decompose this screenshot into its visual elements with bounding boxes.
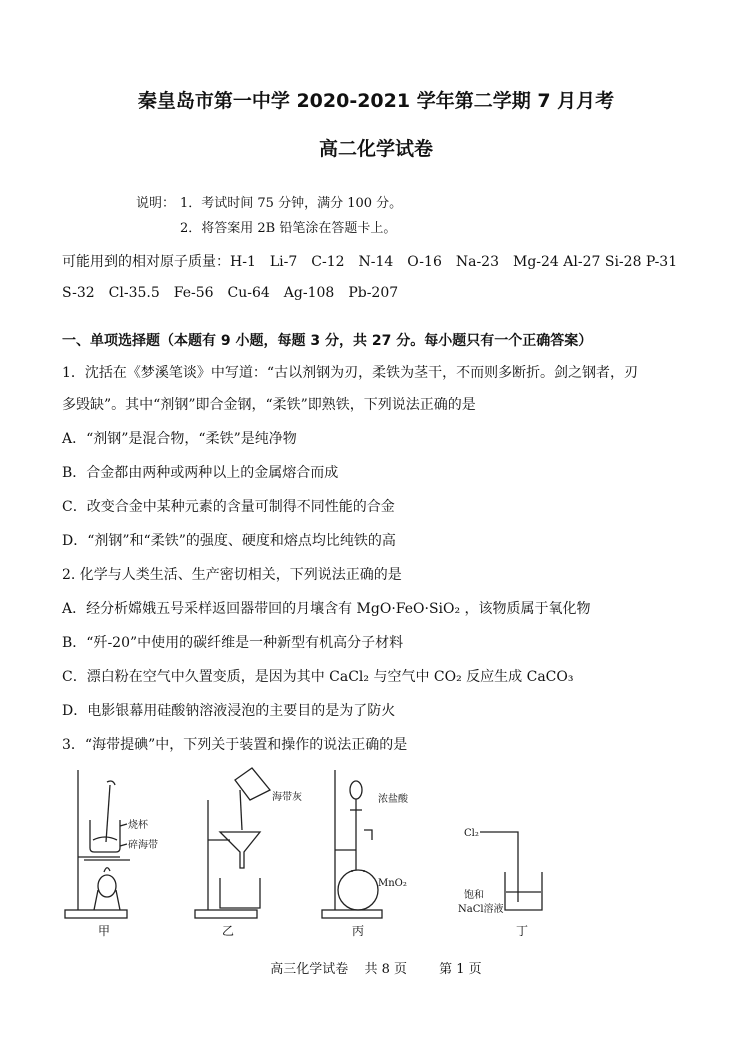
q2-option-b: B．“歼-20”中使用的碳纤维是一种新型有机高分子材料 xyxy=(62,635,404,651)
caption-yi: 乙 xyxy=(222,924,235,938)
atomic-masses-line1: 可能用到的相对原子质量：H-1 Li-7 C-12 N-14 O-16 Na-23 Mg-24 Al-27 Si-28 P-31 xyxy=(62,254,678,270)
q1-option-d: D．“剂钢”和“柔铁”的强度、硬度和熔点均比纯铁的高 xyxy=(62,533,396,549)
caption-bing: 丙 xyxy=(352,924,365,938)
q2-stem: 2. 化学与人类生活、生产密切相关，下列说法正确的是 xyxy=(62,567,402,583)
label-beaker: 烧杯 xyxy=(128,820,148,831)
footer-exam: 高三化学试卷 xyxy=(270,962,349,977)
label-ash: 海带灰 xyxy=(272,792,302,803)
footer-page: 第 1 页 xyxy=(439,962,482,977)
q1-stem-line2: 多毁缺”。其中“剂钢”即合金钢，“柔铁”即熟铁，下列说法正确的是 xyxy=(62,397,476,413)
q1-option-a: A．“剂钢”是混合物，“柔铁”是纯净物 xyxy=(62,431,297,447)
q1-option-b: B．合金都由两种或两种以上的金属熔合而成 xyxy=(62,465,339,481)
notes-label: 说明： xyxy=(136,196,176,211)
footer-total: 共 8 页 xyxy=(364,962,407,977)
q2-option-a: A．经分析嫦娥五号采样返回器带回的月壤含有 MgO·FeO·SiO₂ ，该物质属于氧化物 xyxy=(62,601,591,617)
atomic-masses-line2: S-32 Cl-35.5 Fe-56 Cu-64 Ag-108 Pb-207 xyxy=(62,285,399,301)
q3-stem: 3．“海带提碘”中，下列关于装置和操作的说法正确的是 xyxy=(62,737,408,753)
q1-stem-line1: 1．沈括在《梦溪笔谈》中写道：“古以剂钢为刃，柔铁为茎干，不而则多断折。剑之钢者，刃 xyxy=(62,365,639,381)
q2-option-c: C．漂白粉在空气中久置变质，是因为其中 CaCl₂ 与空气中 CO₂ 反应生成 CaCO₃ xyxy=(62,669,574,685)
label-seaweed: 碎海带 xyxy=(128,840,158,851)
apparatus-jia xyxy=(65,770,130,918)
apparatus-ding xyxy=(480,832,542,910)
section-heading: 一、单项选择题（本题有 9 小题，每题 3 分，共 27 分。每小题只有一个正确答案） xyxy=(62,333,593,349)
caption-jia: 甲 xyxy=(98,924,111,938)
label-cl2: Cl₂ xyxy=(464,828,479,839)
note-item-1: 1．考试时间 75 分钟，满分 100 分。 xyxy=(180,196,403,211)
caption-ding: 丁 xyxy=(516,924,529,938)
label-hcl: 浓盐酸 xyxy=(378,794,408,805)
page-footer xyxy=(0,958,752,977)
apparatus-yi xyxy=(195,768,270,918)
q1-option-c: C．改变合金中某种元素的含量可制得不同性能的合金 xyxy=(62,499,395,515)
label-mno2: MnO₂ xyxy=(378,878,407,889)
q2-option-d: D．电影银幕用硅酸钠溶液浸泡的主要目的是为了防火 xyxy=(62,703,396,719)
apparatus-bing xyxy=(322,770,382,918)
page-subtitle: 高二化学试卷 xyxy=(318,138,433,160)
apparatus-figure xyxy=(60,760,560,940)
note-item-2: 2．将答案用 2B 铅笔涂在答题卡上。 xyxy=(180,221,397,236)
label-nacl: NaCl溶液 xyxy=(458,904,504,915)
label-saturated: 饱和 xyxy=(464,890,484,901)
page-title: 秦皇岛市第一中学 2020-2021 学年第二学期 7 月月考 xyxy=(137,90,615,112)
